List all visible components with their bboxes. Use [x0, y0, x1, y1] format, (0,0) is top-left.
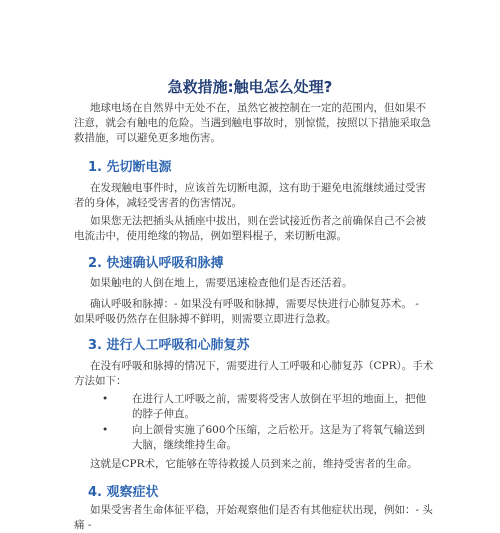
section-heading-1: 1. 先切断电源: [88, 160, 172, 175]
section-heading-3: 3. 进行人工呼吸和心肺复苏: [88, 338, 250, 353]
section4-paragraph-1: 如果受害者生命体征平稳，开始观察他们是否有其他症状出现，例如：- 头痛 -: [74, 504, 433, 531]
intro-paragraph: 地球电场在自然界中无处不在，虽然它被控制在一定的范围内，但如果不注意，就会有触电的危险。当遇到触电事故时，别惊慌，按照以下措施采取急救措施，可以避免更多地伤害。: [74, 102, 431, 144]
list-item: [88, 392, 428, 422]
section-heading-4: 4. 观察症状: [88, 485, 159, 500]
list-item-text: 向上颌骨实施了600个压缩，之后松开。这是为了将氧气输送到大脑，继续维持生命。: [132, 424, 426, 451]
list-item: [88, 423, 428, 453]
section2-paragraph-2: 确认呼吸和脉搏：- 如果没有呼吸和脉搏，需要尽快进行心肺复苏术。 -: [90, 298, 419, 310]
bullet-icon: •: [102, 424, 109, 436]
section1-paragraph-2: 如果您无法把插头从插座中拔出，则在尝试接近伤者之前确保自己不会被电流击中，使用绝缘的物品，例如塑料棍子，来切断电源。: [74, 215, 426, 242]
section-heading-2: 2. 快速确认呼吸和脉搏: [88, 256, 224, 271]
page-title: 急救措施:触电怎么处理?: [167, 78, 333, 96]
list-item-text: 在进行人工呼吸之前，需要将受害人放倒在平坦的地面上，把他的脖子伸直。: [132, 393, 426, 420]
section2-paragraph-3: 如果呼吸仍然存在但脉搏不鲜明，则需要立即进行急救。: [74, 313, 337, 325]
section3-paragraph-2: 这就是CPR术，它能够在等待救援人员到来之前，维持受害者的生命。: [90, 458, 418, 470]
section1-paragraph-1: 在发现触电事件时，应该首先切断电源，这有助于避免电流继续通过受害者的身体，减轻受害者的伤害情况。: [74, 182, 426, 209]
section3-paragraph-1: 在没有呼吸和脉搏的情况下，需要进行人工呼吸和心肺复苏（CPR）。手术方法如下：: [74, 360, 434, 387]
bullet-icon: •: [102, 393, 109, 405]
section2-paragraph-1: 如果触电的人倒在地上，需要迅速检查他们是否还活着。: [90, 277, 353, 289]
